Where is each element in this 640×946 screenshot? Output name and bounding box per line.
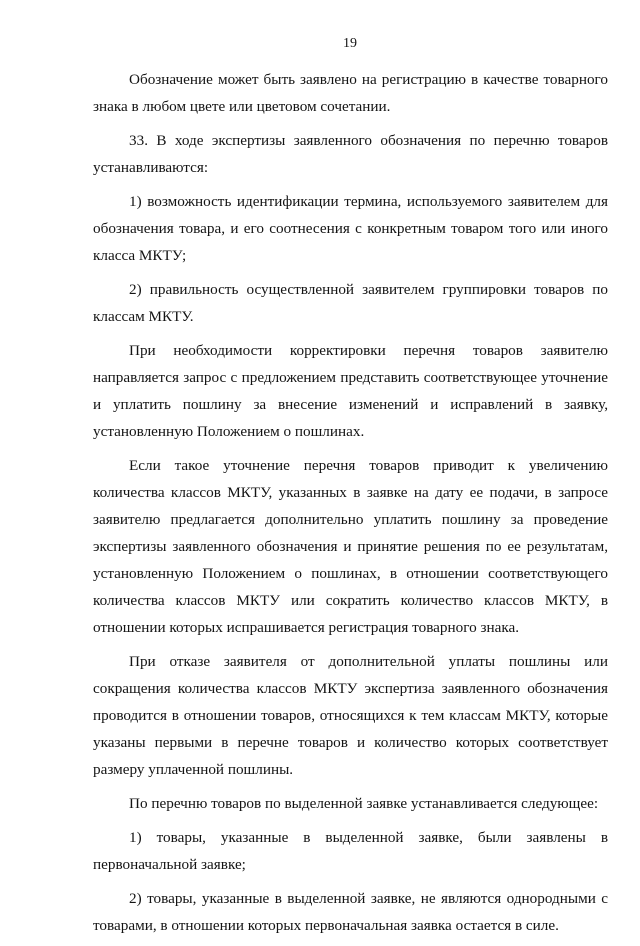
document-body xyxy=(93,66,608,946)
paragraph: 2) правильность осуществленной заявителем группировки товаров по классам МКТУ. xyxy=(93,281,608,325)
paragraph: При необходимости корректировки перечня товаров заявителю направляется запрос с предложением представить соответствующее уточнение и уплатить пошлину за внесение изменений и исправлений в заявку, установленную Положением о пошлинах. xyxy=(93,342,608,440)
paragraph: Обозначение может быть заявлено на регистрацию в качестве товарного знака в любом цвете или цветовом сочетании. xyxy=(93,71,608,115)
paragraph: 1) товары, указанные в выделенной заявке, были заявлены в первоначальной заявке; xyxy=(93,829,608,873)
paragraph: При отказе заявителя от дополнительной уплаты пошлины или сокращения количества классов МКТУ экспертиза заявленного обозначения проводится в отношении товаров, относящихся к тем классам МКТУ, которые указаны первыми в перечне товаров и количество которых соответствует размеру уплаченной пошлины. xyxy=(93,653,608,778)
paragraph: 1) возможность идентификации термина, используемого заявителем для обозначения товара, и его соотнесения с конкретным товаром того или иного класса МКТУ; xyxy=(93,193,608,264)
paragraph: 33. В ходе экспертизы заявленного обозначения по перечню товаров устанавливаются: xyxy=(93,132,608,176)
paragraph: 2) товары, указанные в выделенной заявке, не являются однородными с товарами, в отношении которых первоначальная заявка остается в силе. xyxy=(93,890,608,934)
paragraph: Если такое уточнение перечня товаров приводит к увеличению количества классов МКТУ, указанных в заявке на дату ее подачи, в запросе заявителю предлагается дополнительно уплатить пошлину за проведение экспертизы заявленного обозначения и принятие решения по ее результатам, установленную Положением о пошлинах, в отношении соответствующего количества классов МКТУ или сократить количество классов МКТУ, в отношении которых испрашивается регистрация товарного знака. xyxy=(93,457,608,636)
page-number: 19 xyxy=(343,36,357,51)
paragraph: По перечню товаров по выделенной заявке устанавливается следующее: xyxy=(129,795,599,812)
